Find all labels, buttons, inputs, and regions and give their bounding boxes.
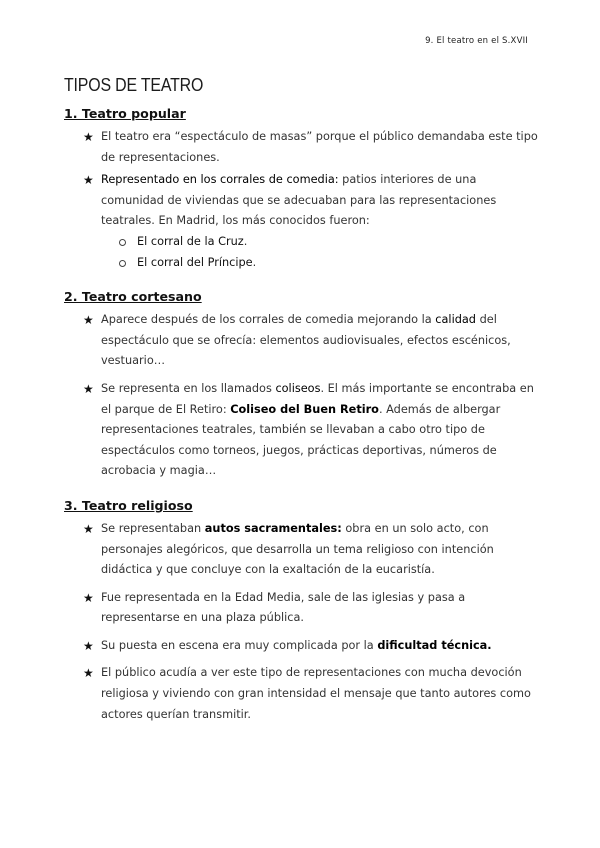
item-text: . Además de albergar representaciones teatrales, también se llevaban a cabo otro tipo de espectáculos como torneos, juegos, prácticas deportivas, números de acrobacia y magia… [101, 402, 501, 478]
section-heading: 3. Teatro religioso [64, 497, 193, 513]
sub-item-end: . [243, 234, 248, 248]
star-icon: ★ [83, 666, 94, 681]
star-icon: ★ [83, 381, 94, 396]
section-teatro-popular [64, 104, 542, 273]
item-text: del espectáculo que se ofrecía: elementos audiovisuales, efectos escénicos, vestuario… [101, 313, 511, 368]
star-icon: ★ [83, 638, 94, 653]
section-heading: 2. Teatro cortesano [64, 289, 202, 305]
item-text: El público acudía a ver este tipo de representaciones con mucha devoción religiosa y viviendo con gran intensidad el mensaje que tanto autores como actores querían transmitir. [101, 666, 531, 721]
star-icon: ★ [83, 130, 94, 144]
sub-item [101, 232, 542, 253]
circle-icon [119, 260, 126, 267]
circle-icon [119, 239, 126, 246]
item-emphasis: calidad [435, 313, 476, 327]
star-icon: ★ [83, 521, 94, 536]
page-title: TIPOS DE TEATRO [64, 74, 204, 95]
section-teatro-cortesano [64, 287, 542, 482]
item-text: Se representaban [101, 521, 205, 535]
sub-item-name: El corral de la Cruz [137, 234, 244, 248]
item-text: Fue representada en la Edad Media, sale de las iglesias y pasa a representarse en una plaza pública. [101, 590, 466, 625]
item-emphasis-strong: dificultad técnica. [377, 638, 492, 652]
item-text: El teatro era “espectáculo de masas” porque el público demandaba este tipo de representaciones. [101, 130, 538, 164]
list-item [64, 663, 542, 725]
sub-item [101, 253, 542, 274]
bullet-list [64, 127, 542, 273]
section-teatro-religioso [64, 496, 542, 725]
item-text: Se representa en los llamados [101, 381, 276, 395]
list-item [64, 379, 542, 482]
item-text: patios interiores de una comunidad de viviendas que se adecuaban para las representaciones teatrales. En Madrid, los más conocidos fueron: [101, 173, 497, 228]
list-item [64, 519, 542, 581]
section-heading: 1. Teatro popular [64, 106, 186, 121]
list-item [64, 310, 542, 372]
item-text: Aparece después de los corrales de comedia mejorando la [101, 313, 436, 327]
sub-item-end: . [252, 255, 257, 269]
item-lead: Representado en los corrales de comedia: [101, 173, 339, 187]
sub-item-name: El corral del Príncipe [137, 255, 253, 269]
bullet-list [64, 519, 542, 725]
list-item [64, 588, 542, 629]
item-text: . El más importante se encontraba en el parque de El Retiro: [101, 381, 534, 416]
bullet-list [64, 310, 542, 482]
sub-list [101, 232, 542, 273]
content [64, 104, 542, 736]
item-emphasis-strong: autos sacramentales: [204, 521, 342, 535]
list-item [64, 127, 542, 168]
item-emphasis: coliseos [275, 381, 321, 395]
list-item [64, 636, 542, 657]
star-icon: ★ [83, 313, 94, 328]
list-item [64, 170, 542, 273]
item-text: Su puesta en escena era muy complicada por la [101, 638, 378, 652]
star-icon: ★ [83, 590, 94, 605]
item-text: obra en un solo acto, con personajes alegóricos, que desarrolla un tema religioso con intención didáctica y que concluye con la exaltación de la eucaristía. [101, 521, 494, 577]
item-emphasis-strong: Coliseo del Buen Retiro [230, 402, 379, 416]
page-header: 9. El teatro en el S.XVII [425, 36, 528, 46]
star-icon: ★ [83, 173, 94, 188]
